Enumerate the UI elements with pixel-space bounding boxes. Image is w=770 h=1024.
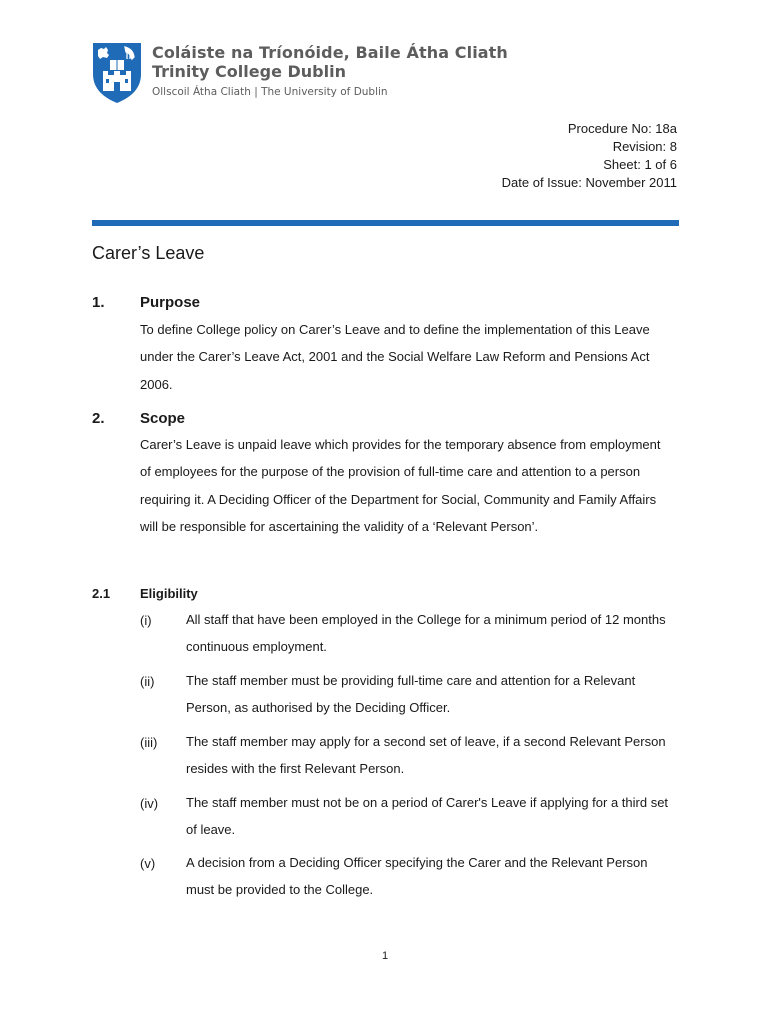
list-item-number: (iii) bbox=[140, 735, 158, 750]
list-item-text: The staff member must be providing full-time care and attention for a Relevant Person, as authorised by the Deciding Officer. bbox=[186, 673, 636, 715]
logo-university-line: Ollscoil Átha Cliath | The University of Dublin bbox=[152, 86, 388, 98]
list-item-number: (ii) bbox=[140, 674, 155, 689]
purpose-number: 1. bbox=[92, 294, 105, 311]
list-item-text: The staff member may apply for a second set of leave, if a second Relevant Person resides with the first Relevant Person. bbox=[186, 734, 666, 776]
procedure-number: Procedure No: 18a bbox=[567, 121, 677, 136]
header-divider bbox=[92, 220, 679, 226]
list-item-number: (iv) bbox=[140, 796, 159, 811]
logo-english-name: Trinity College Dublin bbox=[152, 62, 346, 81]
sheet-number: Sheet: 1 of 6 bbox=[603, 157, 677, 172]
document-title: Carer’s Leave bbox=[92, 243, 205, 263]
list-item-number: (v) bbox=[140, 856, 156, 871]
page-number: 1 bbox=[381, 950, 389, 962]
purpose-text: To define College policy on Carer’s Leave and to define the implementation of this Leave under the Carer’s Leave Act, 2001 and the Social Welfare Law Reform and Pensions Act 2006. bbox=[140, 322, 650, 392]
list-item-text: A decision from a Deciding Officer specifying the Carer and the Relevant Person must be provided to the College. bbox=[186, 855, 648, 897]
list-item-text: All staff that have been employed in the College for a minimum period of 12 months continuous employment. bbox=[186, 612, 666, 654]
eligibility-number: 2.1 bbox=[92, 586, 111, 601]
scope-heading: Scope bbox=[140, 410, 186, 427]
institution-logo-text bbox=[152, 43, 508, 100]
issue-date: Date of Issue: November 2011 bbox=[501, 175, 677, 190]
eligibility-heading: Eligibility bbox=[140, 586, 198, 601]
scope-text: Carer’s Leave is unpaid leave which provides for the temporary absence from employment of employees for the purpose of the provision of full-time care and attention to a person requiring it. A Deciding Officer of the Department for Social, Community and Family Affairs will be responsible for ascertaining the validity of a ‘Relevant Person’. bbox=[140, 437, 661, 534]
document-meta bbox=[502, 120, 677, 192]
trinity-shield-icon bbox=[92, 42, 142, 109]
revision-number: Revision: 8 bbox=[612, 139, 677, 154]
list-item-number: (i) bbox=[140, 613, 152, 628]
logo-irish-name: Coláiste na Tríonóide, Baile Átha Cliath bbox=[152, 43, 508, 62]
purpose-heading: Purpose bbox=[140, 294, 201, 311]
list-item-text: The staff member must not be on a period of Carer's Leave if applying for a third set of leave. bbox=[186, 795, 669, 837]
scope-number: 2. bbox=[92, 410, 105, 427]
